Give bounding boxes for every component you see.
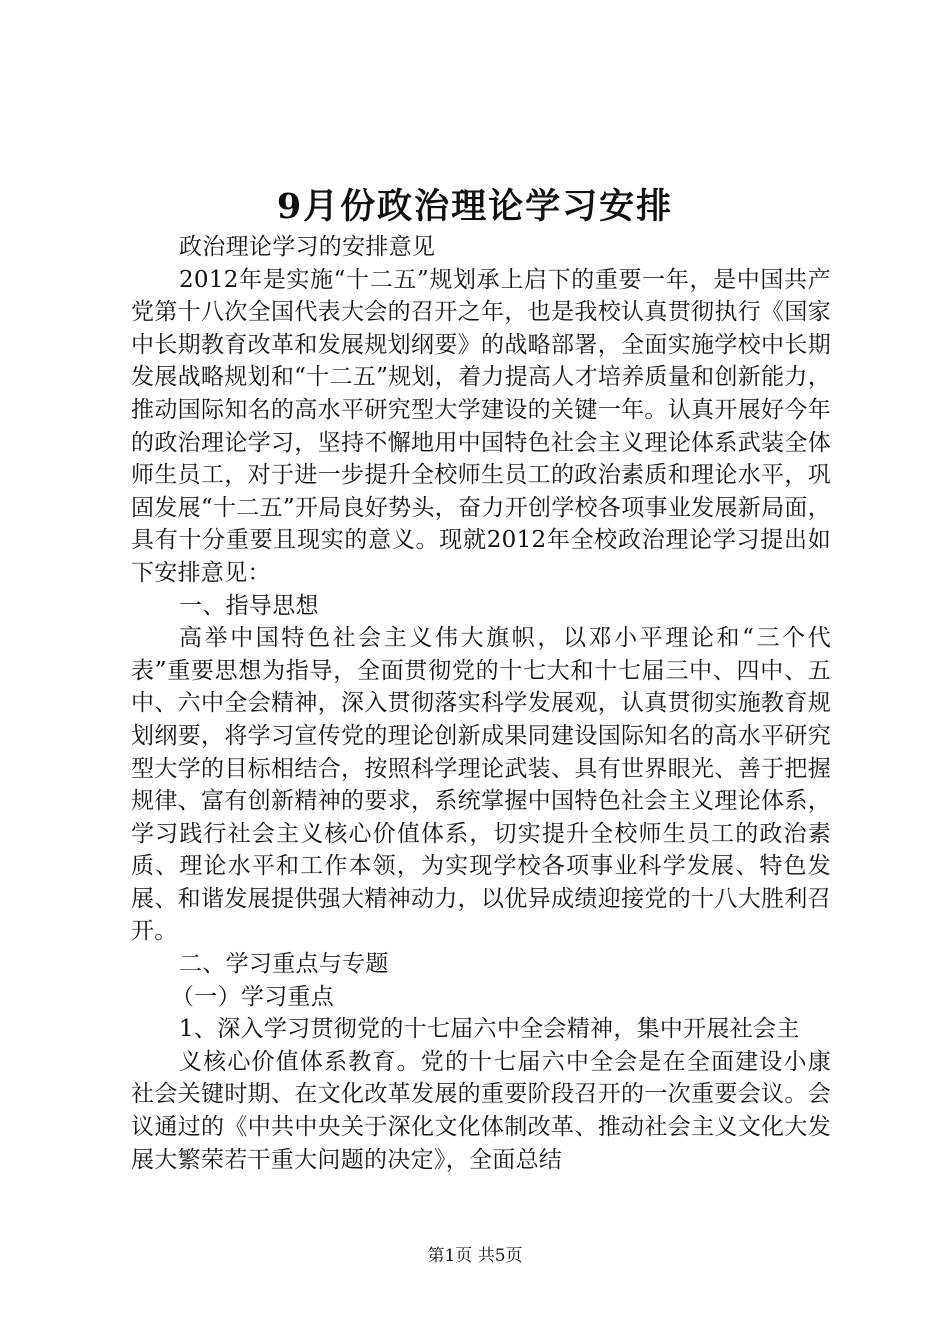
guiding-ideology-paragraph: 高举中国特色社会主义伟大旗帜，以邓小平理论和“三个代表”重要思想为指导，全面贯彻党的十七大和十七届三中、四中、五中、六中全会精神，深入贯彻落实科学发展观，认真贯彻实施教育规划纲要，将学习宣传党的理论创新成果同建设国际知名的高水平研究型大学的目标相结合，按照科学理论武装、具有世界眼光、善于把握规律、富有创新精神的要求，系统掌握中国特色社会主义理论体系，学习践行社会主义核心价值体系，切实提升全校师生员工的政治素质、理论水平和工作本领，为实现学校各项事业科学发展、特色发展、和谐发展提供强大精神动力，以优异成绩迎接党的十八大胜利召开。: [131, 625, 831, 945]
intro-paragraph: 2012年是实施“十二五”规划承上启下的重要一年，是中国共产党第十八次全国代表大会的召开之年，也是我校认真贯彻执行《国家中长期教育改革和发展规划纲要》的战略部署，全面实施学校中长期发展战略规划和“十二五”规划，着力提高人才培养质量和创新能力，推动国际知名的高水平研究型大学建设的关键一年。认真开展好今年的政治理论学习，坚持不懈地用中国特色社会主义理论体系武装全体师生员工，对于进一步提升全校师生员工的政治素质和理论水平，巩固发展“十二五”开局良好势头，奋力开创学校各项事业发展新局面，具有十分重要且现实的意义。现就2012年全校政治理论学习提出如下安排意见：: [131, 266, 831, 586]
section-heading-guiding-ideology: 一、指导思想: [179, 592, 319, 619]
focus-item-1-paragraph: 1、深入学习贯彻党的十七届六中全会精神，集中开展社会主: [179, 1016, 800, 1043]
subtitle-paragraph: 政治理论学习的安排意见: [179, 234, 436, 260]
section-heading-study-focus: 二、学习重点与专题: [179, 951, 389, 978]
subsection-heading-focus: （一）学习重点: [171, 983, 335, 1010]
focus-item-1-continued-paragraph: 义核心价值体系教育。党的十七届六中全会是在全面建设小康社会关键时期、在文化改革发展的重要阶段召开的一次重要会议。会议通过的《中共中央关于深化文化体制改革、推动社会主义文化大发展大繁荣若干重大问题的决定》，全面总结: [131, 1048, 831, 1173]
page-number-footer: 第1页 共5页: [427, 1246, 523, 1266]
document-title: 9月份政治理论学习安排: [276, 186, 674, 227]
document-body: [131, 231, 831, 1176]
